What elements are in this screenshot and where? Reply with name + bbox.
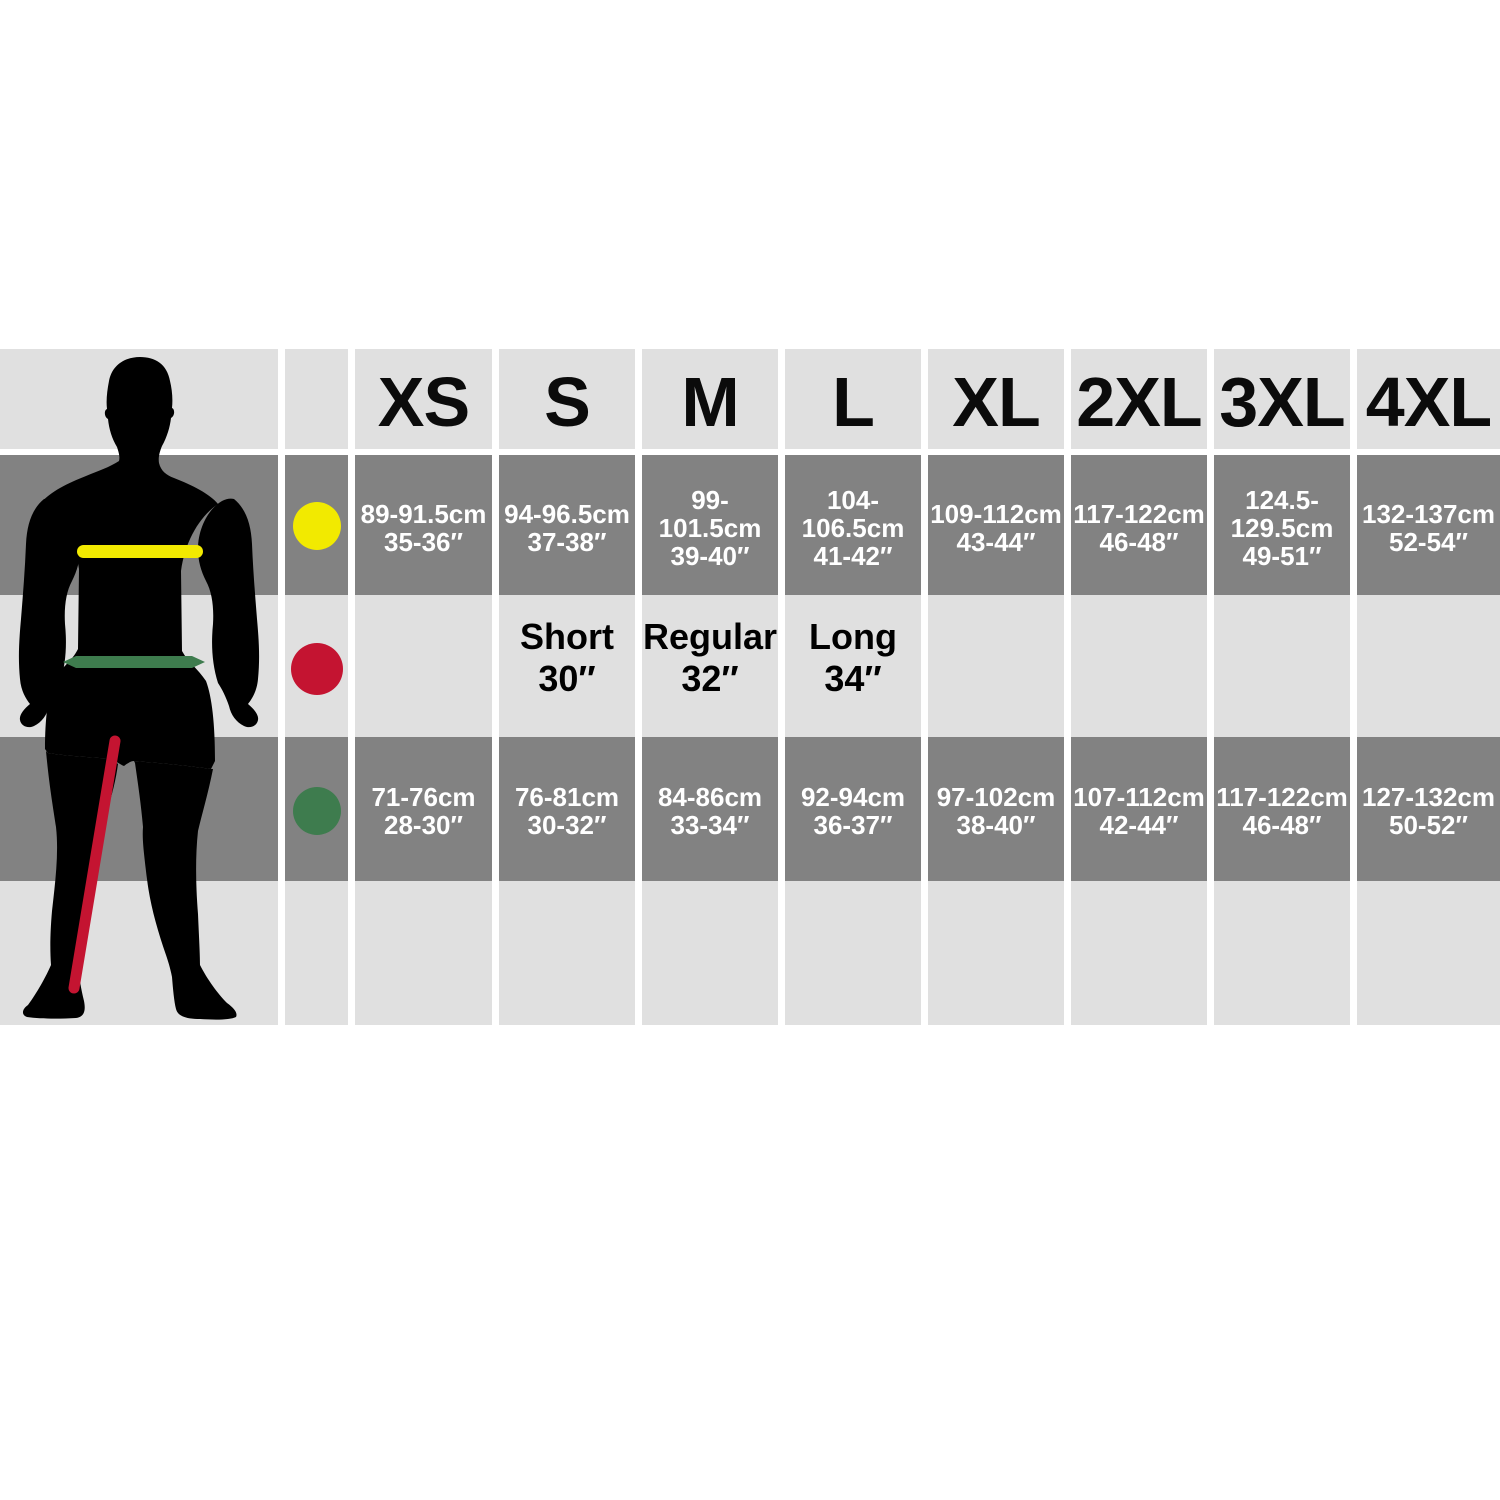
cell-line-2: 36-37″ (813, 810, 893, 840)
size-header-3xl: 3XL (1219, 363, 1345, 441)
cell-line-2: 30″ (538, 658, 596, 699)
cell-line-2: 43-44″ (956, 527, 1036, 557)
chest-cell-3xl (1214, 458, 1350, 598)
waist-cell-l (785, 739, 921, 883)
size-header-l: L (832, 363, 874, 441)
cell-line-2: 46-48″ (1242, 810, 1322, 840)
column-separator (778, 349, 785, 1025)
inside-leg-length-cell-s (499, 587, 635, 729)
cell-line-2: 32″ (681, 658, 739, 699)
cell-line-1: Short (520, 616, 614, 658)
cell-line-1: 76-81cm (514, 781, 620, 812)
cell-line-1: 127-132cm (1362, 781, 1495, 812)
cell-line-1: 124.5-129.5cm (1230, 484, 1334, 543)
size-header-xs: XS (377, 363, 470, 441)
size-header-4xl: 4XL (1365, 363, 1492, 441)
chest-cell-2xl (1071, 458, 1207, 598)
column-separator (492, 349, 499, 1025)
chest-measure-line (77, 545, 203, 558)
column-separator (1064, 349, 1071, 1025)
cell-line-1: 99-101.5cm (658, 484, 762, 543)
cell-line-1: 92-94cm (800, 781, 906, 812)
cell-line-2: 49-51″ (1242, 541, 1322, 572)
chest-cell-m (642, 458, 778, 598)
waist-cell-4xl (1357, 739, 1500, 883)
cell-line-2: 46-48″ (1099, 527, 1179, 557)
cell-line-1: Regular (642, 616, 778, 658)
inside-leg-length-dot (291, 643, 343, 695)
cell-line-1: 94-96.5cm (504, 498, 630, 529)
cell-line-2: 52-54″ (1389, 527, 1468, 557)
cell-line-1: 71-76cm (371, 781, 476, 812)
cell-line-1: 109-112cm (930, 498, 1062, 529)
waist-cell-xl (928, 739, 1064, 883)
cell-line-2: 28-30″ (384, 810, 463, 840)
size-chart (0, 349, 1500, 1025)
waist-cell-2xl (1071, 739, 1207, 883)
cell-line-1: Long (809, 616, 897, 658)
size-header-2xl: 2XL (1076, 363, 1202, 441)
waist-cell-xs (355, 739, 492, 883)
cell-line-2: 35-36″ (384, 527, 463, 557)
cell-line-1: 117-122cm (1073, 498, 1205, 529)
waist-measure-line (63, 656, 205, 668)
cell-line-2: 39-40″ (670, 541, 750, 572)
cell-line-1: 97-102cm (936, 781, 1056, 812)
cell-line-2: 50-52″ (1389, 810, 1468, 840)
column-separator (1207, 349, 1214, 1025)
cell-line-1: 104-106.5cm (801, 484, 905, 543)
column-separator (921, 349, 928, 1025)
cell-line-2: 34″ (824, 658, 882, 699)
cell-line-1: 117-122cm (1216, 781, 1348, 812)
figure-right-leg-path (134, 761, 237, 1020)
waist-cell-m (642, 739, 778, 883)
waist-cell-s (499, 739, 635, 883)
cell-line-1: 89-91.5cm (360, 498, 487, 529)
chest-cell-l (785, 458, 921, 598)
cell-line-1: 132-137cm (1362, 498, 1495, 529)
waist-cell-3xl (1214, 739, 1350, 883)
chest-dot (293, 502, 341, 550)
chest-cell-4xl (1357, 458, 1500, 598)
cell-line-2: 30-32″ (527, 810, 607, 840)
cell-line-1: 84-86cm (657, 781, 763, 812)
cell-line-2: 33-34″ (670, 810, 750, 840)
cell-line-2: 38-40″ (956, 810, 1036, 840)
inside-leg-length-cell-m (642, 587, 778, 729)
column-separator (1350, 349, 1357, 1025)
cell-line-2: 42-44″ (1099, 810, 1179, 840)
cell-line-2: 41-42″ (813, 541, 893, 572)
cell-line-2: 37-38″ (527, 527, 607, 557)
column-separator (278, 349, 285, 1025)
chest-cell-s (499, 458, 635, 598)
size-header-m: M (681, 363, 739, 441)
cell-line-1: 107-112cm (1073, 781, 1205, 812)
chest-cell-xl (928, 458, 1064, 598)
chest-cell-xs (355, 458, 492, 598)
male-silhouette (0, 349, 278, 1025)
inside-leg-length-cell-l (785, 587, 921, 729)
column-separator (635, 349, 642, 1025)
waist-dot (293, 787, 341, 835)
column-separator (348, 349, 355, 1025)
size-header-xl: XL (952, 363, 1040, 441)
size-header-s: S (544, 363, 590, 441)
